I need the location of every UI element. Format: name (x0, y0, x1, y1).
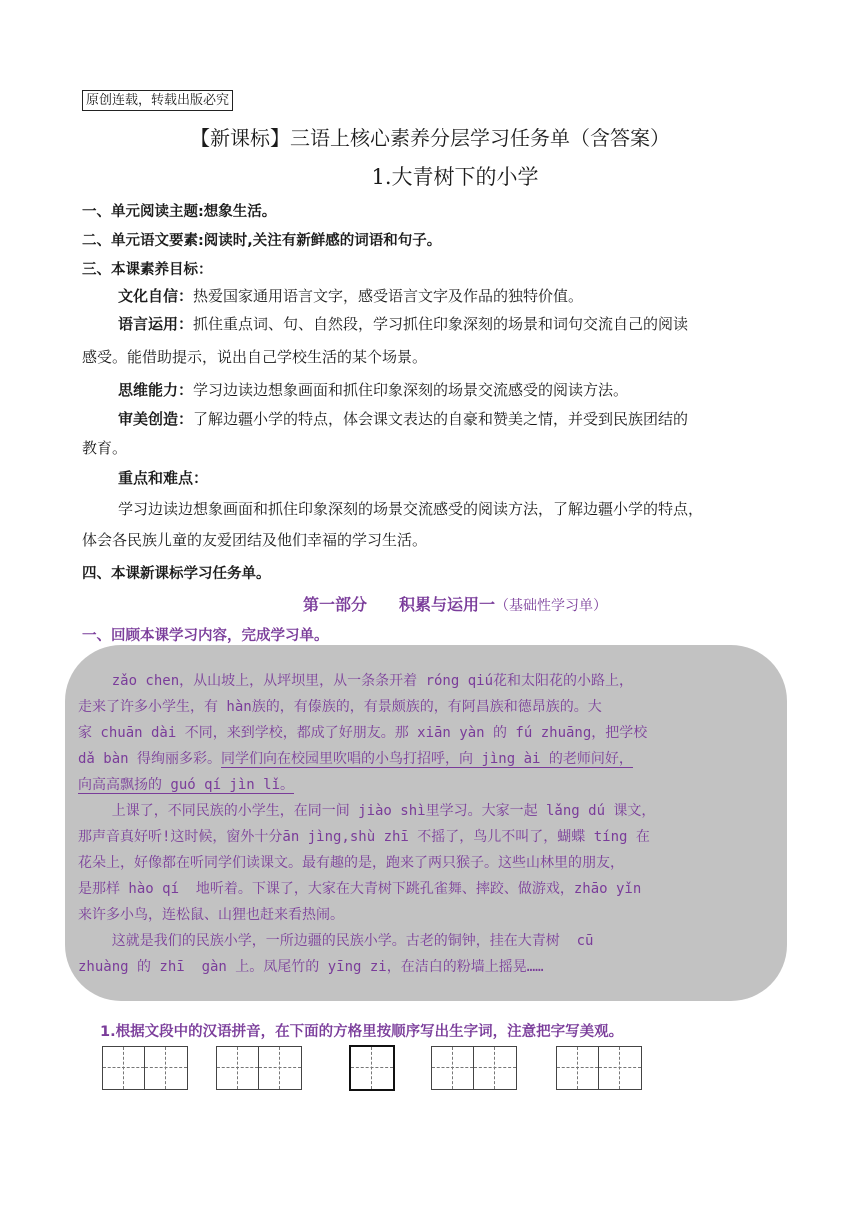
passage-fragment: dǎ bàn 得绚丽多彩。 (78, 751, 222, 767)
section-4-heading: 四、本课新课标学习任务单。 (82, 566, 271, 582)
copyright-stamp: 原创连载，转载出版必究 (82, 90, 233, 111)
goal-aesthetic-label: 审美创造： (118, 410, 194, 428)
writing-cell[interactable] (103, 1047, 145, 1089)
writing-grid[interactable] (102, 1046, 188, 1090)
part-title: 第一部分 积累与运用一 (302, 595, 495, 614)
passage-line: 来许多小鸟，连松鼠、山狸也赶来看热闹。 (78, 907, 344, 923)
part-note: （基础性学习单） (495, 598, 607, 614)
passage-line: 这就是我们的民族小学，一所边疆的民族小学。古老的铜钟，挂在大青树 cū (78, 933, 594, 949)
section-1-heading: 一、单元阅读主题:想象生活。 (82, 204, 277, 220)
key-points-text-cont: 体会各民族儿童的友爱团结及他们幸福的学习生活。 (82, 531, 428, 549)
key-points-text: 学习边读边想象画面和抓住印象深刻的场景交流感受的阅读方法，了解边疆小学的特点， (118, 500, 704, 518)
writing-cell[interactable] (217, 1047, 259, 1089)
passage-underlined: 向高高飘扬的 guó qí jìn lǐ。 (78, 777, 295, 793)
passage-underlined: 同学们向在校园里吹唱的小鸟打招呼，向 jìng ài 的老师问好， (221, 751, 633, 767)
passage-text (78, 670, 655, 978)
goal-thinking-label: 思维能力： (118, 381, 194, 399)
goal-aesthetic (118, 408, 688, 430)
writing-cell[interactable] (351, 1047, 393, 1089)
part-heading (0, 592, 860, 615)
passage-line (78, 774, 655, 796)
passage-line: 花朵上，好像都在听同学们读课文。最有趣的是，跑来了两只猴子。这些山林里的朋友， (78, 855, 624, 871)
goal-aesthetic-cont: 教育。 (82, 439, 128, 457)
writing-grid-single[interactable] (349, 1045, 395, 1091)
goal-culture (118, 285, 583, 307)
goal-language-cont: 感受。能借助提示，说出自己学校生活的某个场景。 (82, 348, 428, 366)
lesson-title: 1.大青树下的小学 (371, 165, 539, 189)
writing-cell[interactable] (474, 1047, 516, 1089)
section-2-heading: 二、单元语文要素:阅读时,关注有新鲜感的词语和句子。 (82, 233, 442, 249)
writing-cell[interactable] (599, 1047, 641, 1089)
document-title: 【新课标】三语上核心素养分层学习任务单（含答案） (190, 126, 670, 150)
question-intro: 一、回顾本课学习内容，完成学习单。 (82, 628, 329, 644)
goal-language (118, 313, 688, 335)
passage-line: 上课了，不同民族的小学生，在同一间 jiào shì里学习。大家一起 lǎng dú 课文， (78, 803, 656, 819)
question-1: 1.根据文段中的汉语拼音，在下面的方格里按顺序写出生字词，注意把字写美观。 (100, 1024, 624, 1040)
goal-language-text: 抓住重点词、句、自然段，学习抓住印象深刻的场景和词句交流自己的阅读 (193, 315, 689, 333)
goal-aesthetic-text: 了解边疆小学的特点，体会课文表达的自豪和赞美之情，并受到民族团结的 (193, 410, 689, 428)
writing-cell[interactable] (557, 1047, 599, 1089)
passage-line: 那声音真好听!这时候，窗外十分ān jìng,shù zhī 不摇了，鸟儿不叫了，蝴蝶 tíng 在 (78, 829, 650, 845)
passage-line: 家 chuān dài 不同，来到学校，都成了好朋友。那 xiān yàn 的 fú zhuāng，把学校 (78, 725, 648, 741)
passage-line: zhuàng 的 zhī gàn 上。凤尾竹的 yīng zi，在洁白的粉墙上摇晃…… (78, 959, 544, 975)
passage-line (78, 748, 655, 770)
writing-cell[interactable] (145, 1047, 187, 1089)
passage-line: 走来了许多小学生，有 hàn族的，有傣族的，有景颇族的，有阿昌族和德昂族的。大 (78, 699, 602, 715)
writing-grid[interactable] (216, 1046, 302, 1090)
passage-line: zǎo chen，从山坡上，从坪坝里，从一条条开着 róng qiú花和太阳花的小路上， (78, 673, 634, 689)
key-points-label: 重点和难点： (118, 469, 209, 487)
section-3-heading: 三、本课素养目标： (82, 262, 213, 278)
passage-line: 是那样 hào qí 地听着。下课了，大家在大青树下跳孔雀舞、摔跤、做游戏，zhāo yǐn (78, 881, 642, 897)
writing-cell[interactable] (259, 1047, 301, 1089)
writing-cell[interactable] (432, 1047, 474, 1089)
goal-language-label: 语言运用： (118, 315, 194, 333)
writing-grid[interactable] (431, 1046, 517, 1090)
goal-thinking (118, 379, 628, 401)
goal-culture-label: 文化自信： (118, 287, 194, 305)
writing-grid[interactable] (556, 1046, 642, 1090)
goal-culture-text: 热爱国家通用语言文字，感受语言文字及作品的独特价值。 (193, 287, 584, 305)
goal-thinking-text: 学习边读边想象画面和抓住印象深刻的场景交流感受的阅读方法。 (193, 381, 629, 399)
